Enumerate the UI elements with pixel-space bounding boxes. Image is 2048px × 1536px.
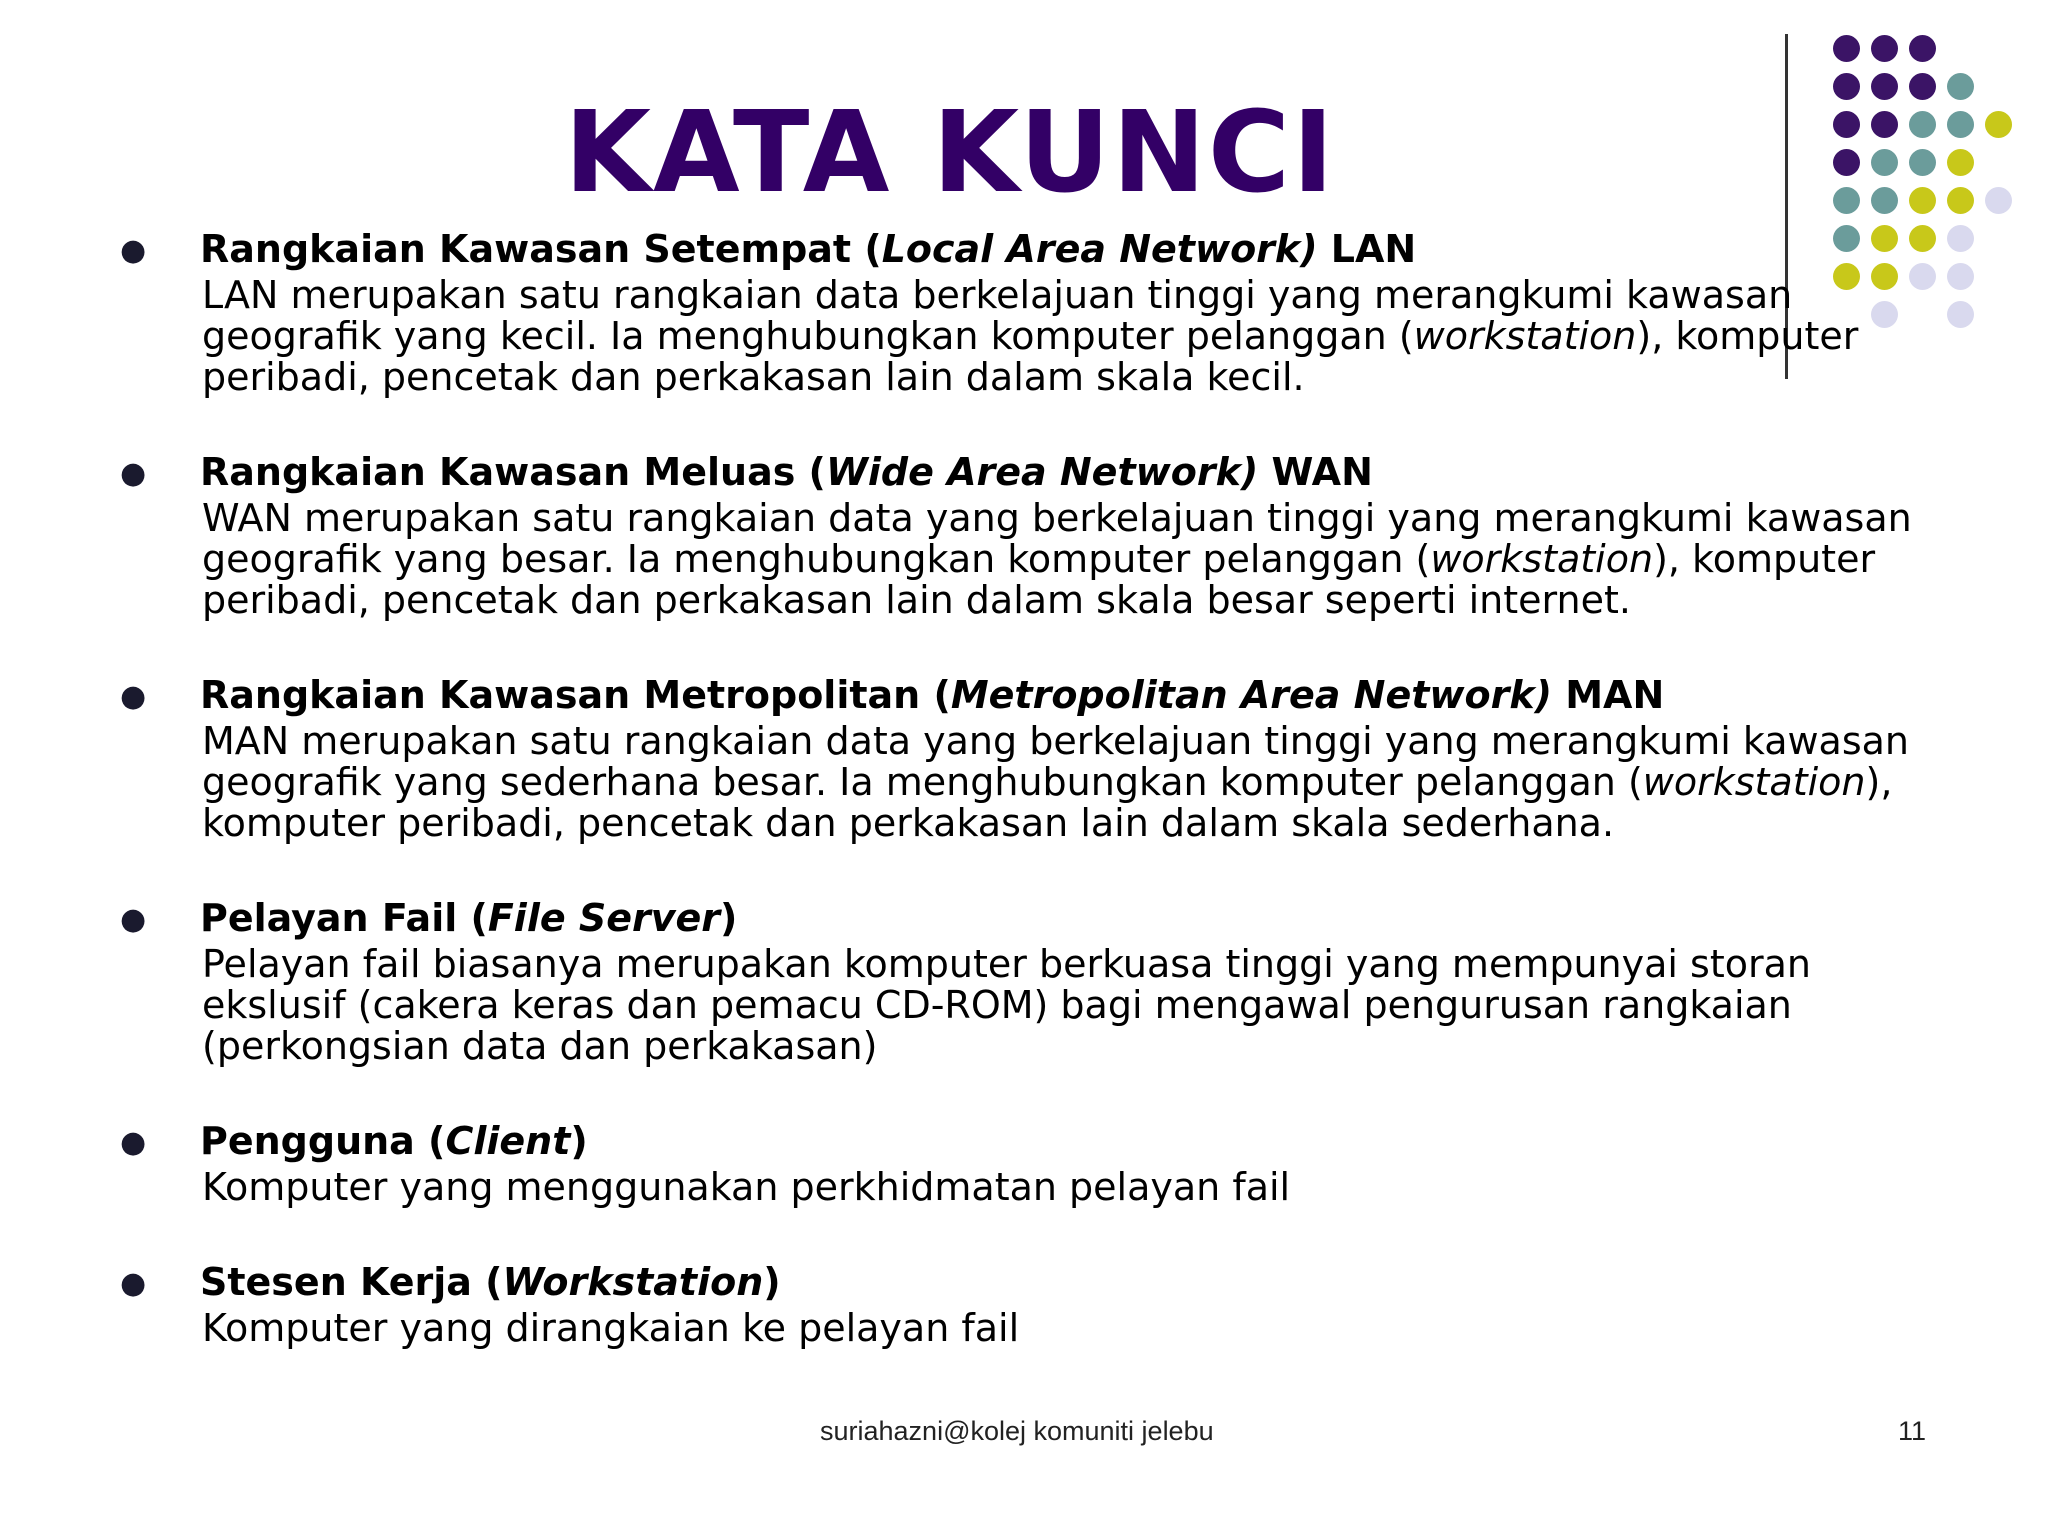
description-text: peribadi, pencetak dan perkakasan lain dalam skala besar seperti internet. — [202, 578, 1631, 622]
keyword-heading — [200, 669, 1940, 721]
keyword-heading — [200, 1115, 1940, 1167]
decorative-dot — [1909, 111, 1936, 138]
bullet-icon: ● — [120, 456, 147, 491]
decorative-dot — [1871, 187, 1898, 214]
bullet-icon: ● — [120, 1125, 147, 1160]
keyword-item — [120, 223, 1940, 398]
keyword-description-line — [200, 985, 1940, 1026]
decorative-dot — [1909, 35, 1936, 62]
description-text: MAN merupakan satu rangkaian data yang berkelajuan tinggi yang merangkumi kawasan — [202, 719, 1910, 763]
bullet-icon: ● — [120, 1266, 147, 1301]
keyword-item — [120, 1256, 1940, 1349]
decorative-dot — [1833, 111, 1860, 138]
keyword-description-line — [200, 1167, 1940, 1208]
description-text: ekslusif (cakera keras dan pemacu CD-ROM) bagi mengawal pengurusan rangkaian — [202, 983, 1792, 1027]
decorative-dot — [1871, 73, 1898, 100]
description-english-term: workstation — [1430, 537, 1654, 581]
keyword-description-line — [200, 1026, 1940, 1067]
description-text: Komputer yang dirangkaian ke pelayan fail — [202, 1306, 1020, 1350]
keyword-heading-text: Rangkaian Kawasan Metropolitan ( — [200, 673, 951, 717]
keyword-heading-english: Local Area Network) — [881, 227, 1318, 271]
description-text: geografik yang kecil. Ia menghubungkan komputer pelanggan ( — [202, 314, 1414, 358]
keyword-description-line — [200, 539, 1940, 580]
keyword-description-line — [200, 721, 1940, 762]
decorative-dot — [1947, 263, 1974, 290]
description-text-suffix: ), — [1865, 760, 1893, 804]
decorative-dot — [1985, 187, 2012, 214]
keyword-heading-english: Metropolitan Area Network) — [950, 673, 1552, 717]
keyword-description-line — [200, 944, 1940, 985]
description-text: komputer peribadi, pencetak dan perkakasan lain dalam skala sederhana. — [202, 801, 1615, 845]
bullet-icon: ● — [120, 679, 147, 714]
keyword-item — [120, 1115, 1940, 1208]
keyword-heading — [200, 1256, 1940, 1308]
keyword-heading-english: Client — [445, 1119, 571, 1163]
description-text: peribadi, pencetak dan perkakasan lain dalam skala kecil. — [202, 355, 1305, 399]
keyword-heading-english: Workstation — [502, 1260, 764, 1304]
description-text: (perkongsian data dan perkakasan) — [202, 1024, 878, 1068]
keyword-heading-english: Wide Area Network) — [825, 450, 1259, 494]
keyword-heading-text: Stesen Kerja ( — [200, 1260, 503, 1304]
keyword-heading-text: Pengguna ( — [200, 1119, 446, 1163]
decorative-dot — [1871, 149, 1898, 176]
bullet-icon: ● — [120, 902, 147, 937]
keyword-item — [120, 669, 1940, 844]
keyword-description-line — [200, 1308, 1940, 1349]
description-english-term: workstation — [1413, 314, 1637, 358]
keyword-heading-suffix: MAN — [1552, 673, 1665, 717]
keyword-description-line — [200, 580, 1940, 621]
decorative-dot — [1947, 187, 1974, 214]
description-text-suffix: ), komputer — [1636, 314, 1859, 358]
keyword-list — [120, 223, 1940, 1349]
decorative-dot — [1947, 73, 1974, 100]
keyword-item — [120, 446, 1940, 621]
decorative-dot — [1909, 73, 1936, 100]
keyword-description-line — [200, 275, 1940, 316]
slide-footer: suriahazni@kolej komuniti jelebu — [820, 1416, 1214, 1446]
keyword-heading-suffix: LAN — [1317, 227, 1417, 271]
keyword-item — [120, 892, 1940, 1067]
decorative-dot — [1833, 35, 1860, 62]
description-text: LAN merupakan satu rangkaian data berkelajuan tinggi yang merangkumi kawasan — [202, 273, 1793, 317]
description-text: geografik yang sederhana besar. Ia menghubungkan komputer pelanggan ( — [202, 760, 1643, 804]
decorative-dot — [1871, 35, 1898, 62]
description-english-term: workstation — [1642, 760, 1866, 804]
description-text: Komputer yang menggunakan perkhidmatan pelayan fail — [202, 1165, 1291, 1209]
keyword-heading-english: File Server — [487, 896, 721, 940]
description-text-suffix: ), komputer — [1653, 537, 1876, 581]
keyword-description-line — [200, 316, 1940, 357]
decorative-dot — [1871, 111, 1898, 138]
decorative-dot — [1947, 301, 1974, 328]
keyword-heading-suffix: ) — [720, 896, 738, 940]
keyword-heading-text: Rangkaian Kawasan Setempat ( — [200, 227, 882, 271]
description-text: Pelayan fail biasanya merupakan komputer berkuasa tinggi yang mempunyai storan — [202, 942, 1811, 986]
bullet-icon: ● — [120, 233, 147, 268]
description-text: WAN merupakan satu rangkaian data yang berkelajuan tinggi yang merangkumi kawasan — [202, 496, 1912, 540]
decorative-dot — [1985, 111, 2012, 138]
keyword-heading-suffix: ) — [570, 1119, 588, 1163]
keyword-description-line — [200, 357, 1940, 398]
decorative-dot — [1833, 149, 1860, 176]
keyword-heading — [200, 892, 1940, 944]
keyword-description-line — [200, 803, 1940, 844]
keyword-description-line — [200, 762, 1940, 803]
keyword-description-line — [200, 498, 1940, 539]
keyword-heading-suffix: ) — [763, 1260, 781, 1304]
decorative-dot — [1947, 111, 1974, 138]
keyword-heading-text: Pelayan Fail ( — [200, 896, 488, 940]
slide-title: KATA KUNCI — [564, 88, 1336, 218]
keyword-heading — [200, 446, 1940, 498]
decorative-dot — [1909, 149, 1936, 176]
keyword-heading-text: Rangkaian Kawasan Meluas ( — [200, 450, 826, 494]
decorative-dot — [1833, 187, 1860, 214]
page-number: 11 — [1898, 1416, 1927, 1446]
description-text: geografik yang besar. Ia menghubungkan komputer pelanggan ( — [202, 537, 1431, 581]
decorative-dot — [1909, 187, 1936, 214]
keyword-heading — [200, 223, 1940, 275]
keyword-heading-suffix: WAN — [1258, 450, 1373, 494]
decorative-dot — [1947, 149, 1974, 176]
decorative-dot — [1947, 225, 1974, 252]
decorative-dot — [1833, 73, 1860, 100]
